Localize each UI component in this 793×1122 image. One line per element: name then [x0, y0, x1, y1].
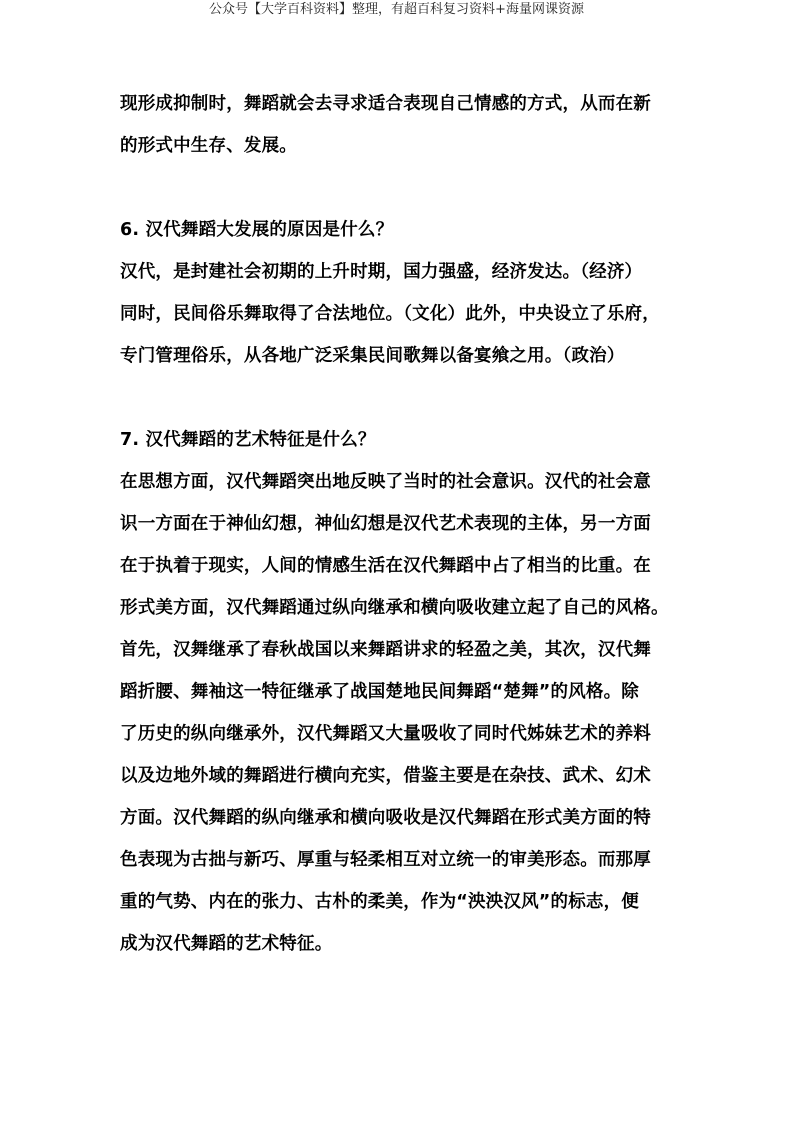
paragraph-line: 现形成抑制时，舞蹈就会去寻求适合表现自己情感的方式，从而在新	[120, 94, 651, 114]
paragraph-line: 的形式中生存、发展。	[120, 136, 297, 156]
answer-line: 重的气势、内在的张力、古朴的柔美，作为“泱泱汉风”的标志，便	[120, 892, 640, 912]
answer-line: 同时，民间俗乐舞取得了合法地位。（文化）此外，中央设立了乐府，	[120, 304, 660, 324]
question-heading: 7. 汉代舞蹈的艺术特征是什么？	[120, 430, 376, 450]
spacer	[120, 377, 720, 419]
answer-line: 汉代，是封建社会初期的上升时期，国力强盛，经济发达。（经济）	[120, 262, 643, 282]
answer-line: 形式美方面，汉代舞蹈通过纵向继承和横向吸收建立起了自己的风格。	[120, 598, 669, 618]
answer-line: 专门管理俗乐，从各地广泛采集民间歌舞以备宴飨之用。（政治）	[120, 346, 625, 366]
answer-line: 成为汉代舞蹈的艺术特征。	[120, 934, 333, 954]
answer-line: 蹈折腰、舞袖这一特征继承了战国楚地民间舞蹈“楚舞”的风格。除	[120, 682, 640, 702]
answer-line: 在于执着于现实，人间的情感生活在汉代舞蹈中占了相当的比重。在	[120, 556, 651, 576]
answer-line: 首先，汉舞继承了春秋战国以来舞蹈讲求的轻盈之美，其次，汉代舞	[120, 640, 651, 660]
question-heading: 6. 汉代舞蹈大发展的原因是什么？	[120, 220, 394, 240]
answer-line: 以及边地外域的舞蹈进行横向充实，借鉴主要是在杂技、武术、幻术	[120, 766, 651, 786]
answer-line: 了历史的纵向继承外，汉代舞蹈又大量吸收了同时代姊妹艺术的养料	[120, 724, 651, 744]
spacer	[120, 167, 720, 209]
document-body	[120, 83, 720, 965]
answer-line: 色表现为古拙与新巧、厚重与轻柔相互对立统一的审美形态。而那厚	[120, 850, 651, 870]
answer-line: 识一方面在于神仙幻想，神仙幻想是汉代艺术表现的主体，另一方面	[120, 514, 651, 534]
answer-line: 在思想方面，汉代舞蹈突出地反映了当时的社会意识。汉代的社会意	[120, 472, 651, 492]
page-header: 公众号【大学百科资料】整理，有超百科复习资料+海量网课资源	[209, 2, 584, 17]
answer-line: 方面。汉代舞蹈的纵向继承和横向吸收是汉代舞蹈在形式美方面的特	[120, 808, 651, 828]
